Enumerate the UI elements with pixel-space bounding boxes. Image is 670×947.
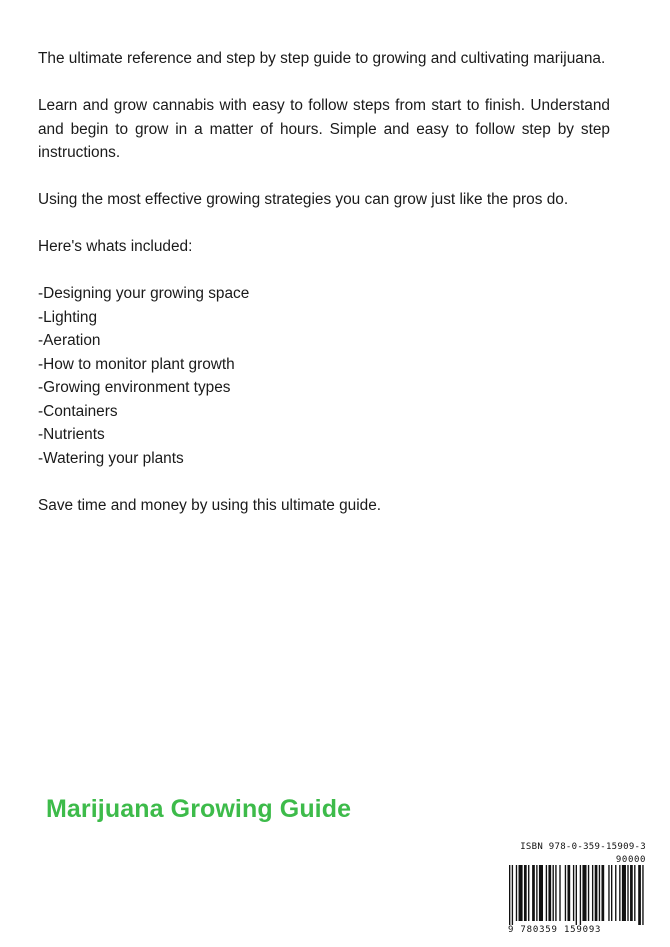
isbn-label: ISBN 978-0-359-15909-3	[520, 842, 646, 852]
isbn-barcode	[508, 842, 646, 936]
barcode-bar	[627, 865, 628, 921]
back-cover-description	[38, 47, 610, 541]
list-item: -How to monitor plant growth	[38, 355, 235, 373]
barcode-bar	[592, 865, 593, 921]
list-item: -Growing environment types	[38, 379, 231, 396]
barcode-bar	[555, 865, 556, 921]
list-item: -Designing your growing space	[38, 285, 250, 302]
barcode-bar	[615, 865, 616, 921]
barcode-bar	[601, 865, 604, 921]
barcode-bar	[516, 865, 517, 921]
barcode-bar	[573, 865, 574, 921]
barcode-bar	[608, 865, 609, 921]
barcode-bar	[548, 865, 551, 921]
barcode-bar	[588, 865, 589, 921]
list-item: -Watering your plants	[38, 449, 184, 467]
barcode-bar	[630, 865, 633, 921]
barcode-bar	[567, 865, 570, 921]
barcode-digits: 9 780359 159093	[508, 925, 602, 935]
barcode-bar	[634, 865, 635, 921]
list-item: -Containers	[38, 402, 118, 420]
closing-paragraph: Save time and money by using this ultimate guide.	[38, 496, 382, 514]
learn-paragraph: Learn and grow cannabis with easy to follow steps from start to finish. Understand and begin to grow in a matter of hours. Simple and easy to follow step by step instructions.	[38, 97, 610, 161]
barcode-bar	[512, 865, 513, 925]
barcode-bar	[519, 865, 523, 921]
included-list	[38, 282, 610, 470]
barcode-bars	[508, 865, 646, 925]
barcode-bar	[509, 865, 510, 925]
barcode-bar	[619, 865, 620, 921]
list-item: -Lighting	[38, 308, 98, 326]
barcode-bar	[559, 865, 560, 921]
barcode-bar	[580, 865, 581, 925]
strategies-paragraph: Using the most effective growing strategies you can grow just like the pros do.	[38, 191, 569, 208]
book-title: Marijuana Growing Guide	[46, 795, 352, 823]
barcode-bar	[539, 865, 543, 921]
barcode-bar	[622, 865, 626, 921]
barcode-bar	[532, 865, 535, 921]
barcode-bar	[524, 865, 527, 921]
barcode-bar	[553, 865, 554, 921]
list-item: -Nutrients	[38, 426, 105, 443]
intro-paragraph: The ultimate reference and step by step guide to growing and cultivating marijuana.	[38, 50, 606, 67]
barcode-bar	[565, 865, 566, 921]
list-item: -Aeration	[38, 332, 101, 349]
barcode-bar	[546, 865, 547, 921]
barcode-bar	[528, 865, 529, 921]
price-code: 90000	[615, 855, 646, 865]
barcode-bar	[642, 865, 643, 925]
barcode-bar	[599, 865, 600, 921]
barcode-bar	[611, 865, 612, 921]
barcode-bar	[595, 865, 598, 921]
barcode-bar	[638, 865, 641, 925]
barcode-bar	[576, 865, 577, 925]
barcode-bar	[582, 865, 586, 921]
barcode-bar	[536, 865, 537, 921]
included-heading: Here's whats included:	[38, 238, 193, 255]
